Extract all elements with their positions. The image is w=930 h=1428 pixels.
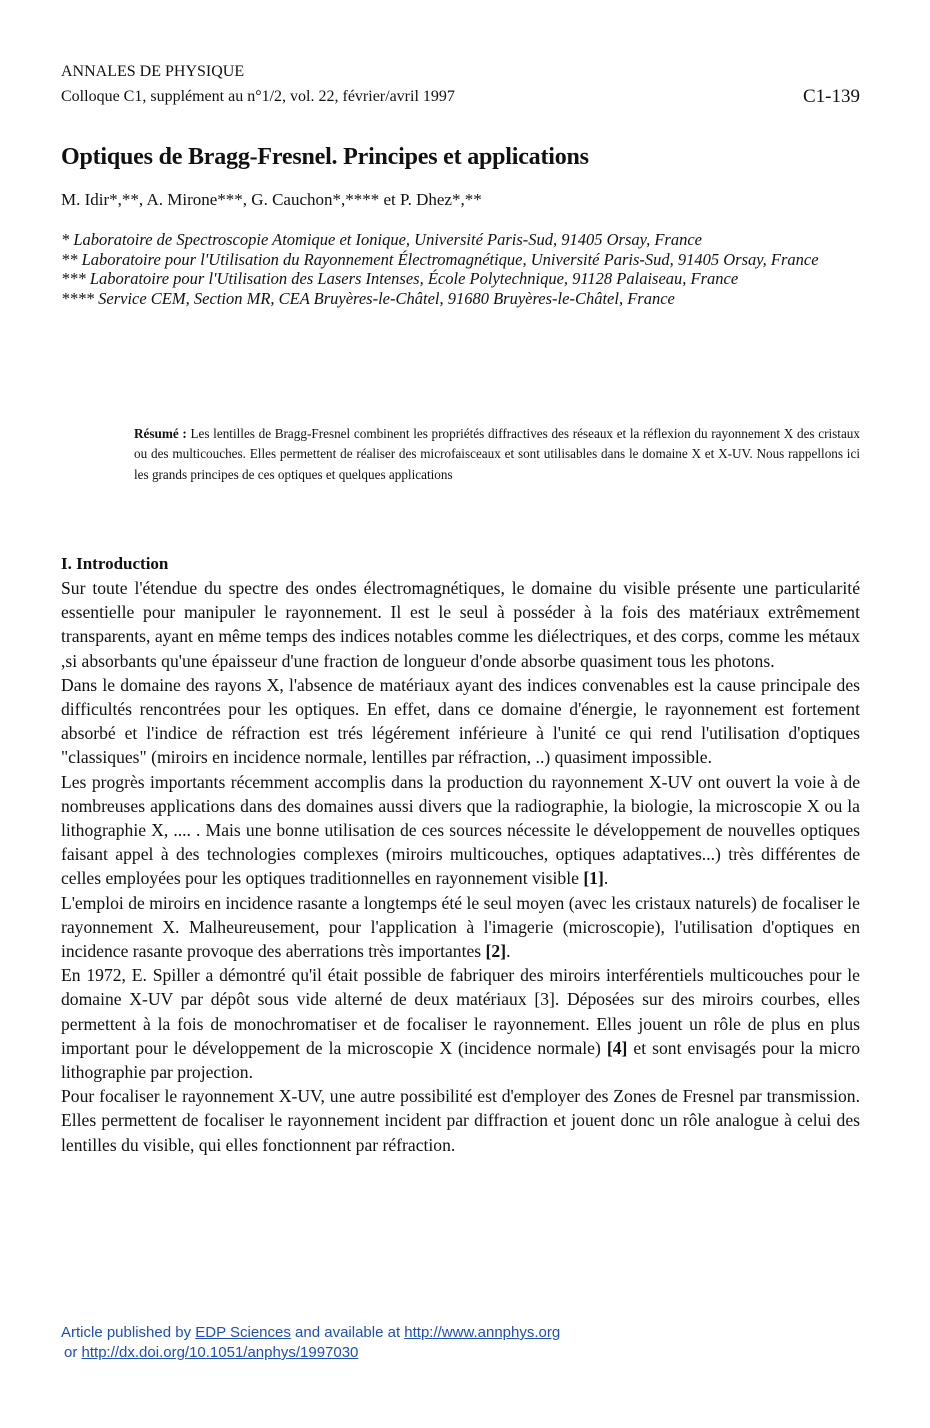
publisher-link[interactable]: EDP Sciences [195,1324,291,1341]
affiliation: * Laboratoire de Spectroscopie Atomique et Ionique, Université Paris-Sud, 91405 Orsay, France [61,230,702,249]
author-list: M. Idir*,**, A. Mirone***, G. Cauchon*,**** et P. Dhez*,** [61,190,482,209]
paragraph: Les progrès importants récemment accomplis dans la production du rayonnement X-UV ont ouvert la voie à de nombreuses applications dans des domaines aussi divers que la radiographie, la biologie, la microscopie X ou la lithographie X, .... . Mais une bonne utilisation de ces sources nécessite le développement de nouvelles optiques faisant appel à des technologies complexes (miroirs multicouches, optiques adaptatives...) très différentes de celles employées pour les optiques traditionnelles en rayonnement visible [1]. [61,771,860,889]
paragraph: Pour focaliser le rayonnement X-UV, une autre possibilité est d'employer des Zones de Fresnel par transmission. Elles permettent de focaliser le rayonnement incident par diffraction et jouent donc un rôle analogue à celui des lentilles du visible, qui elles fonctionnent par réfraction. [61,1086,860,1155]
citation: [1] [583,868,604,889]
citation: [2] [485,941,507,962]
paragraph: L'emploi de miroirs en incidence rasante a longtemps été le seul moyen (avec les cristaux naturels) de focaliser le rayonnement X. Malheureusement, pour l'application à l'imagerie (microscopie), l'utilisation d'optiques en incidence rasante provoque des aberrations très importantes [2]. [61,892,860,962]
abstract-label: Résumé : [134,426,187,441]
affiliation: **** Service CEM, Section MR, CEA Bruyères-le-Châtel, 91680 Bruyères-le-Châtel, France [61,289,675,309]
paper-title: Optiques de Bragg-Fresnel. Principes et applications [61,144,589,170]
affiliations [61,230,821,309]
colloque-info: Colloque C1, supplément au n°1/2, vol. 22, février/avril 1997 [61,88,455,105]
publication-footer [61,1323,560,1363]
journal-name: ANNALES DE PHYSIQUE [61,63,245,80]
footer-line-1: Article published by EDP Sciences and available at http://www.annphys.org [61,1324,561,1341]
paragraph: En 1972, E. Spiller a démontré qu'il était possible de fabriquer des miroirs interférentiels multicouches pour le domaine X-UV par dépôt sous vide alterné de deux matériaux [3]. Déposées sur des miroirs courbes, elles permettent à la fois de monochromatiser et de focaliser le rayonnement. Elles jouent un rôle de plus en plus important pour le développement de la microscopie X (incidence normale) [4] et sont envisagés pour la micro lithographie par projection. [61,965,860,1083]
abstract-text: Les lentilles de Bragg-Fresnel combinent les propriétés diffractives des réseaux et la réflexion du rayonnement X des cristaux ou des multicouches. Elles permettent de réaliser des microfaisceaux et sont utilisables dans le domaine X et X-UV. Nous rappellons ici les grands principes de ces optiques et quelques applications [134,426,860,482]
paragraph: Sur toute l'étendue du spectre des ondes électromagnétiques, le domaine du visible présente une particularité essentielle pour manipuler le rayonnement. Il est le seul à posséder à la fois des matériaux extrêmement transparents, ayant en même temps des indices notables comme les diélectriques, et des corps, comme les métaux ,si absorbants qu'une épaisseur d'une fraction de longueur d'onde absorbe quasiment tous les photons. [61,578,860,671]
section-body [61,576,860,1157]
citation: [4] [606,1037,628,1058]
journal-site-link[interactable]: http://www.annphys.org [404,1324,561,1341]
affiliation: *** Laboratoire pour l'Utilisation des Lasers Intenses, École Polytechnique, 91128 Palaiseau, France [61,269,739,289]
footer-line-2: or http://dx.doi.org/10.1051/anphys/1997030 [64,1344,359,1361]
page-number: C1-139 [803,86,860,107]
affiliation: ** Laboratoire pour l'Utilisation du Rayonnement Électromagnétique, Université Paris-Sud, 91405 Orsay, France [61,249,819,269]
doi-link[interactable]: http://dx.doi.org/10.1051/anphys/1997030 [81,1344,359,1361]
section-heading: I. Introduction [61,554,169,573]
paragraph: Dans le domaine des rayons X, l'absence de matériaux ayant des indices convenables est la cause principale des difficultés rencontrées pour les optiques. En effet, dans ce domaine d'énergie, le rayonnement est fortement absorbé et l'indice de réfraction est trés légérement inférieure à l'unité ce qui rend l'utilisation d'optiques "classiques" (miroirs en incidence normale, lentilles par réfraction, ..) quasiment impossible. [61,674,860,768]
abstract [134,424,860,485]
